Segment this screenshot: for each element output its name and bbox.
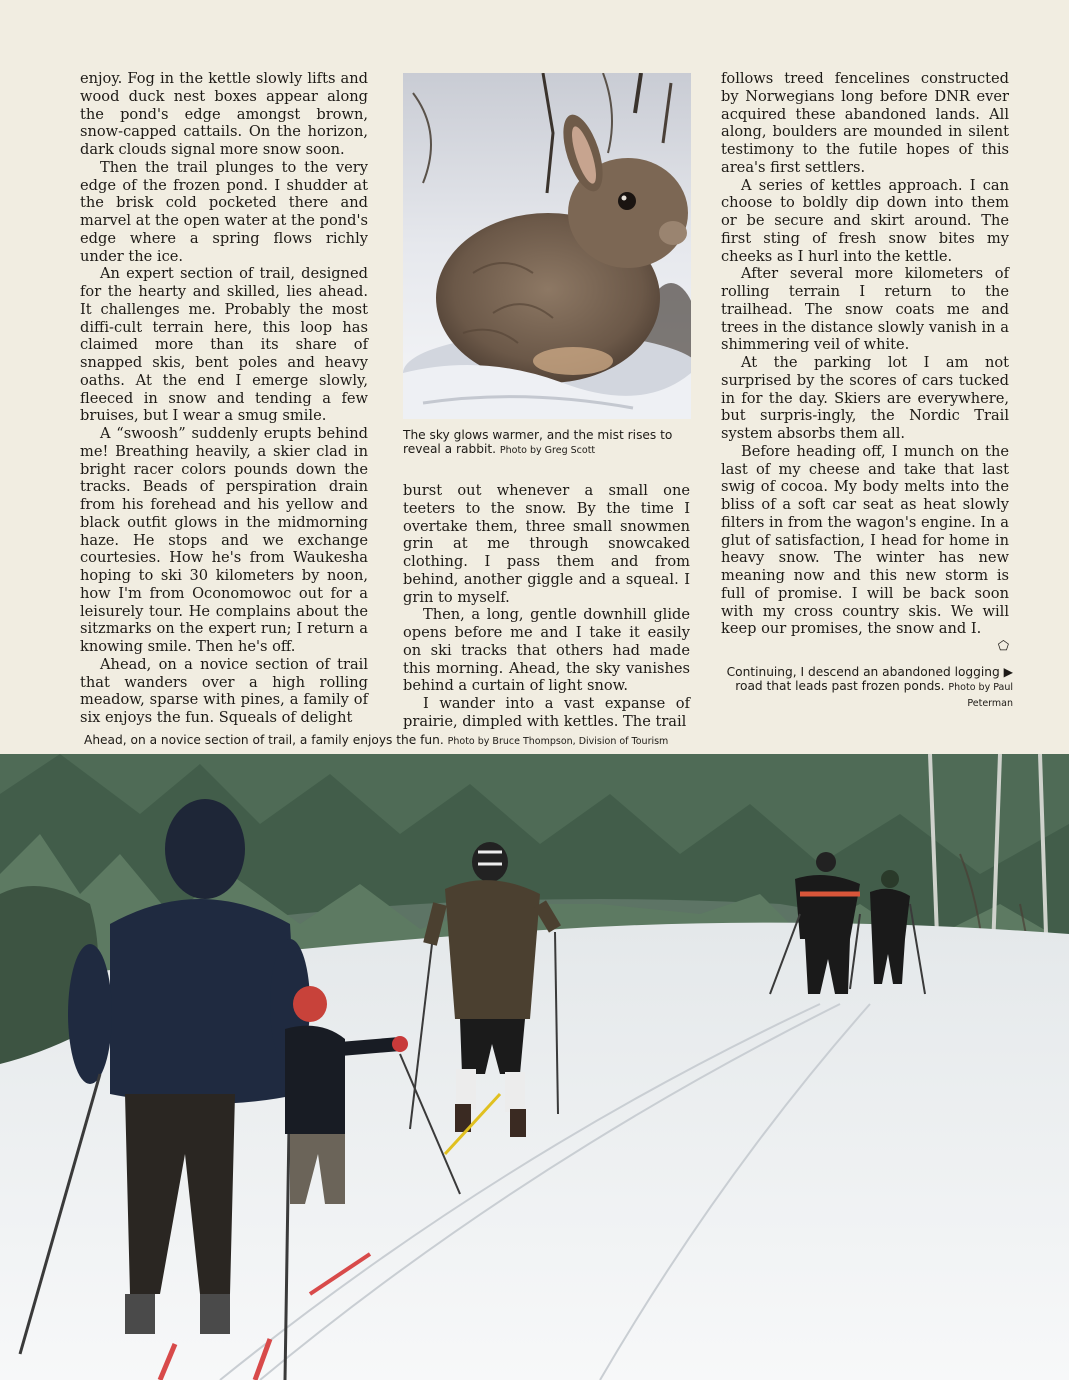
paragraph: Ahead, on a novice section of trail that wanders over a high rolling meadow, sparse with pines, a family of six enjoys the fun. Squeals of delight [80,655,368,726]
paragraph: A “swoosh” suddenly erupts behind me! Breathing heavily, a skier clad in bright racer colors pounds down the tracks. Beads of perspiration drain from his forehead and his yellow and black outfit glows in the midmorning haze. He stops and we exchange courtesies. How he's from Waukesha hoping to ski 30 kilometers by noon, how I'm from Oconomowoc out for a leisurely tour. He complains about the sitzmarks on the expert run; I return a knowing smile. Then he's off. [80,425,368,655]
paragraph: enjoy. Fog in the kettle slowly lifts and wood duck nest boxes appear along the pond's edge amongst brown, snow-capped cattails. On the horizon, dark clouds signal more snow soon. [80,70,368,158]
paragraph: At the parking lot I am not surprised by the scores of cars tucked in for the day. Skiers are everywhere, but surpris-ingly, the Nordic Trail system absorbs them all. [721,354,1009,442]
article-column-1 [80,70,368,727]
article-column-3 [721,70,1009,654]
family-caption [84,733,984,749]
caption-text: Ahead, on a novice section of trail, a family enjoys the fun. [84,733,444,747]
rabbit-illustration [403,73,691,419]
paragraph: I wander into a vast expanse of prairie, dimpled with kettles. The trail [403,695,690,730]
paragraph: A series of kettles approach. I can choose to boldly dip down into them or be secure and skirt around. The first sting of fresh snow bites my cheeks as I hurl into the kettle. [721,176,1009,265]
paragraph: After several more kilometers of rolling terrain I return to the trailhead. The snow coats me and trees in the distance slowly vanish in a shimmering veil of white. [721,265,1009,354]
paragraph: Then, a long, gentle downhill glide opens before me and I take it easily on ski tracks that others had made this morning. Ahead, the sky vanishes behind a curtain of light snow. [403,606,690,695]
rabbit-photo [403,73,691,419]
paragraph: Then the trail plunges to the very edge of the frozen pond. I shudder at the brisk cold pocketed there and marvel at the open water at the pond's edge where a spring flows richly under the ice. [80,158,368,265]
article-column-2 [403,482,690,731]
family-skiing-photo [0,754,1069,1380]
paragraph: follows treed fencelines constructed by Norwegians long before DNR ever acquired these abandoned lands. All along, boulders are mounded in silent testimony to the futile hopes of this area's first settlers. [721,70,1009,176]
skiing-illustration [0,754,1069,1380]
paragraph: burst out whenever a small one teeters to the snow. By the time I overtake them, three small snowmen grin at me through snowcaked clothing. I pass them and from behind, another giggle and a squeal. I grin to myself. [403,482,690,606]
paragraph: Before heading off, I munch on the last of my cheese and take that last swig of cocoa. My body melts into the bliss of a soft car seat as heat slowly filters in from the wagon's engine. In a glut of satisfaction, I head for home in heavy snow. The winter has new meaning now and this new storm is full of promise. I will be back soon with my cross country skis. We will keep our promises, the snow and I. [721,442,1009,638]
photo-credit: Photo by Paul Peterman [948,682,1013,709]
wisconsin-outline-icon: ⬠ [997,639,1009,654]
paragraph: An expert section of trail, designed for the hearty and skilled, lies ahead. It challenges me. Probably the most diffi-cult terrain here, this loop has claimed more than its share of snapped skis, bent poles and heavy oaths. At the end I emerge slowly, fleeced in snow and tending a few bruises, but I wear a smug smile. [80,265,368,425]
photo-credit: Photo by Greg Scott [499,445,596,456]
caption-text: Continuing, I descend an abandoned logging ▶ road that leads past frozen ponds. [726,665,1013,693]
continue-caption [721,665,1013,711]
caption-text: The sky glows warmer, and the mist rises to reveal a rabbit. [403,428,673,456]
rabbit-caption [403,428,691,458]
photo-credit: Photo by Bruce Thompson, Division of Tourism [447,736,669,747]
